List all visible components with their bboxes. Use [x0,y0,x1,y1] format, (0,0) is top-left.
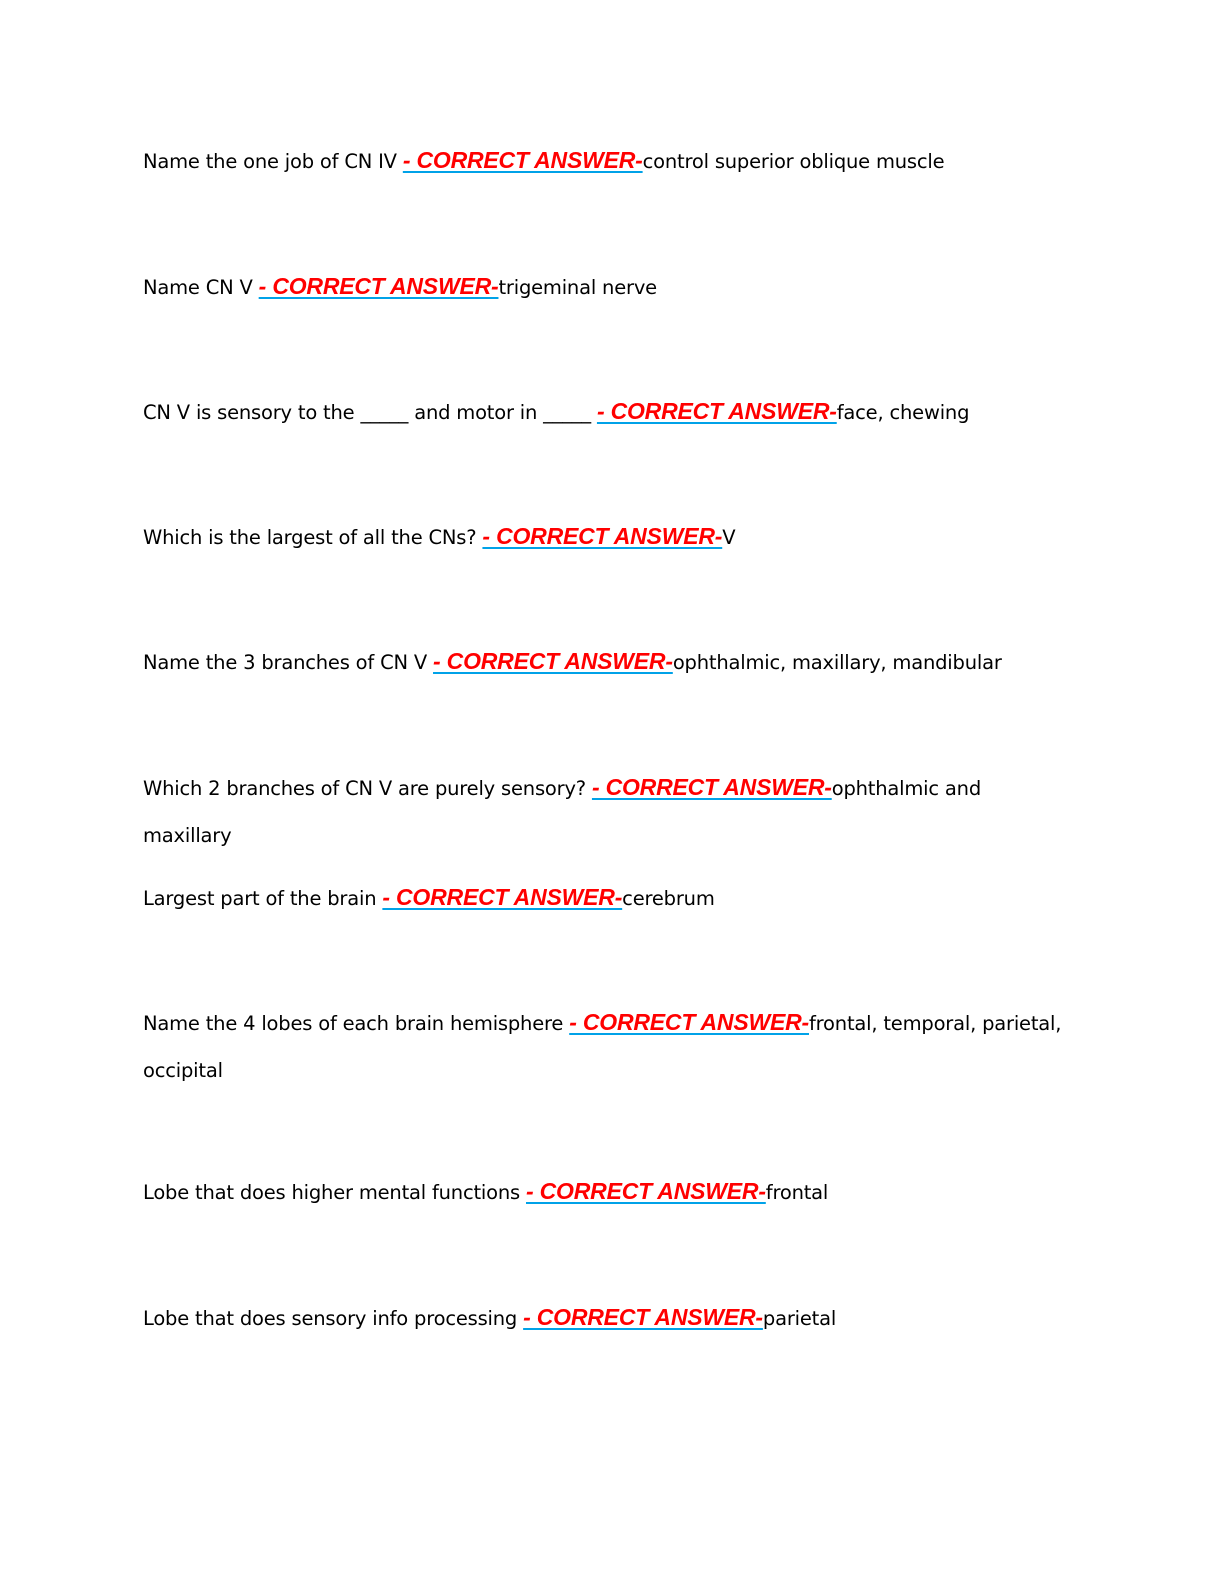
correct-answer-tag: - CORRECT ANSWER- [433,648,673,674]
question-text: Which 2 branches of CN V are purely sensory? [143,777,592,800]
question-text: Largest part of the brain [143,887,383,910]
question-text: Name the 3 branches of CN V [143,651,434,674]
correct-answer-tag: - CORRECT ANSWER- [526,1178,766,1204]
correct-answer-tag: - CORRECT ANSWER- [591,774,832,800]
answer-text: face, chewing [836,401,970,424]
question-text: Which is the largest of all the CNs? [143,526,483,549]
qa-item [143,137,1063,185]
qa-item [143,263,1063,311]
answer-text: frontal [765,1181,829,1204]
qa-item [143,638,1063,686]
qa-item [143,999,1063,1094]
answer-text: control superior oblique muscle [642,150,945,173]
answer-text: ophthalmic, maxillary, mandibular [672,651,1002,674]
answer-text: parietal [762,1307,837,1330]
correct-answer-tag: - CORRECT ANSWER- [258,273,499,299]
qa-item [143,513,1063,561]
qa-item [143,1168,1063,1216]
answer-text: cerebrum [622,887,715,910]
correct-answer-tag: - CORRECT ANSWER- [569,1009,809,1035]
question-text: Name the one job of CN IV [143,150,403,173]
correct-answer-tag: - CORRECT ANSWER- [523,1304,763,1330]
question-text: Name the 4 lobes of each brain hemisphere [143,1012,570,1035]
question-text: Lobe that does higher mental functions [143,1181,526,1204]
qa-item [143,874,1063,922]
answer-text: frontal, temporal, parietal, occipital [143,1012,1062,1082]
question-text: CN V is sensory to the _____ and motor in _____ [143,401,597,424]
correct-answer-tag: - CORRECT ANSWER- [382,884,623,910]
question-text: Name CN V [143,276,259,299]
qa-item [143,764,1063,859]
correct-answer-tag: - CORRECT ANSWER- [482,523,723,549]
correct-answer-tag: - CORRECT ANSWER- [596,398,837,424]
qa-item [143,1294,1063,1342]
question-text: Lobe that does sensory info processing [143,1307,524,1330]
qa-item [143,388,1063,436]
answer-text: ophthalmic and maxillary [143,777,981,847]
answer-text: V [722,526,736,549]
correct-answer-tag: - CORRECT ANSWER- [402,147,643,173]
answer-text: trigeminal nerve [498,276,657,299]
